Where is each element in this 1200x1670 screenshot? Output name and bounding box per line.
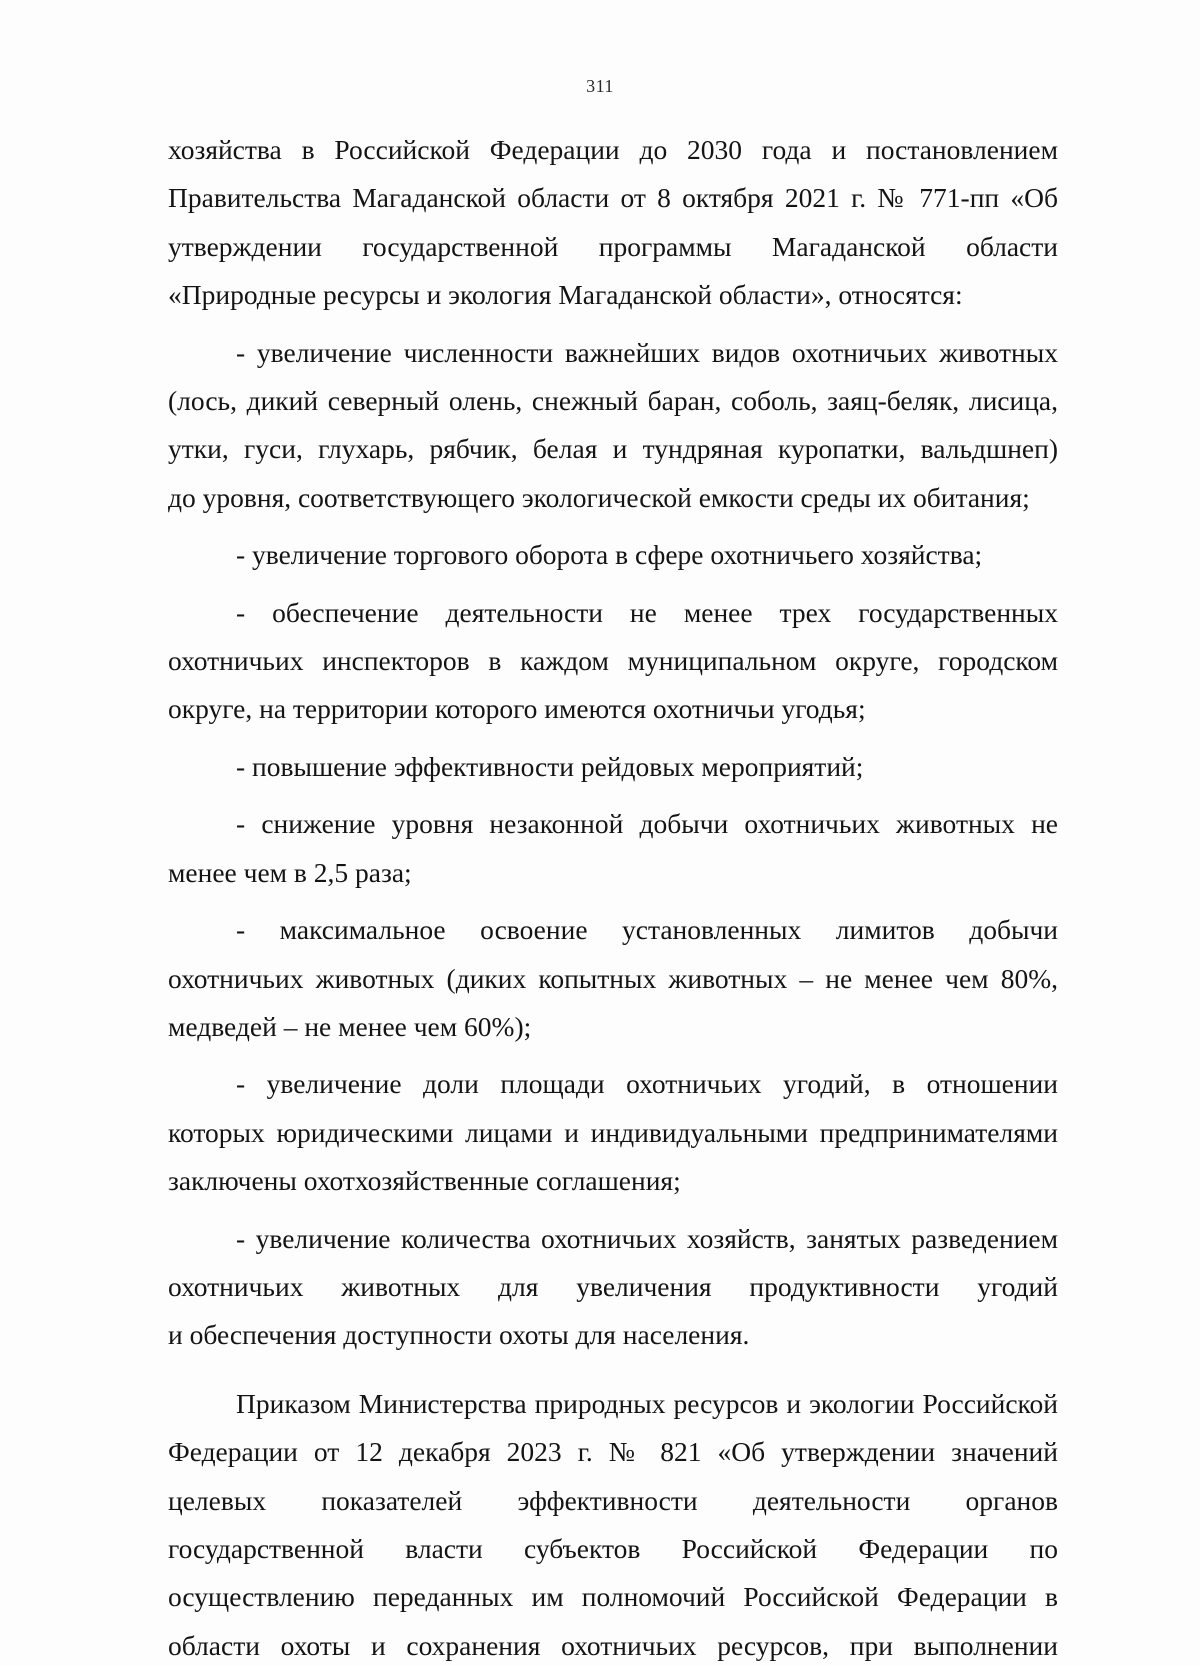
text-line: - обеспечение деятельности не менее трех государственных: [236, 596, 1058, 628]
text-line: до уровня, соответствующего экологической емкости среды их обитания;: [168, 481, 1030, 513]
text-line: - максимальное освоение установленных лимитов добычи: [236, 914, 1058, 946]
text-line: «Природные ресурсы и экология Магаданской области», относятся:: [168, 279, 963, 311]
list-item-breeding-farms: [168, 1215, 1058, 1360]
text-line: - увеличение количества охотничьих хозяйств, занятых разведением: [236, 1222, 1058, 1254]
text-line: округе, на территории которого имеются охотничьи угодья;: [168, 693, 866, 725]
list-item-raids: [168, 743, 1058, 791]
paragraph-ministry-order: [168, 1380, 1058, 1670]
text-line: - увеличение торгового оборота в сфере охотничьего хозяйства;: [236, 539, 983, 571]
list-item-area-share: [168, 1060, 1058, 1205]
text-line: - увеличение численности важнейших видов охотничьих животных: [236, 336, 1058, 368]
text-line: Приказом Министерства природных ресурсов и экологии Российской: [236, 1387, 1058, 1419]
text-line: Федерации от 12 декабря 2023 г. № 821 «Об утверждении значений: [168, 1436, 1058, 1468]
list-item-limits: [168, 906, 1058, 1051]
text-line: утверждении государственной программы Магаданской области: [168, 230, 1058, 262]
text-line: и обеспечения доступности охоты для населения.: [168, 1319, 750, 1351]
text-line: - увеличение доли площади охотничьих угодий, в отношении: [236, 1068, 1058, 1100]
text-line: менее чем в 2,5 раза;: [168, 856, 412, 888]
list-item-trade-turnover: [168, 531, 1058, 579]
text-line: охотничьих животных для увеличения продуктивности угодий: [168, 1270, 1058, 1302]
text-line: которых юридическими лицами и индивидуальными предпринимателями: [168, 1116, 1058, 1148]
text-line: охотничьих инспекторов в каждом муниципальном округе, городском: [168, 645, 1058, 677]
text-line: области охоты и сохранения охотничьих ресурсов, при выполнении: [168, 1629, 1058, 1661]
text-line: - снижение уровня незаконной добычи охотничьих животных не: [236, 808, 1058, 840]
text-line: - повышение эффективности рейдовых мероприятий;: [236, 750, 864, 782]
list-item-illegal-hunting: [168, 800, 1058, 897]
text-line: целевых показателей эффективности деятельности органов: [168, 1484, 1058, 1516]
page-number: 311: [586, 76, 614, 96]
list-item-inspectors: [168, 589, 1058, 734]
text-line: хозяйства в Российской Федерации до 2030 года и постановлением: [168, 134, 1058, 165]
text-line: охотничьих животных (диких копытных животных – не менее чем 80%,: [168, 962, 1058, 994]
paragraph-intro-continuation: [168, 126, 1058, 320]
list-item-game-animals: [168, 329, 1058, 523]
text-line: Правительства Магаданской области от 8 октября 2021 г. № 771-пп «Об: [168, 182, 1058, 214]
document-body: [168, 126, 1058, 1670]
text-line: осуществлению переданных им полномочий Российской Федерации в: [168, 1581, 1058, 1613]
text-line: государственной власти субъектов Российской Федерации по: [168, 1532, 1058, 1564]
text-line: (лось, дикий северный олень, снежный баран, соболь, заяц-беляк, лисица,: [168, 385, 1058, 417]
text-line: медведей – не менее чем 60%);: [168, 1010, 532, 1042]
text-line: заключены охотхозяйственные соглашения;: [168, 1165, 681, 1197]
text-line: утки, гуси, глухарь, рябчик, белая и тундряная куропатки, вальдшнеп): [168, 433, 1058, 465]
